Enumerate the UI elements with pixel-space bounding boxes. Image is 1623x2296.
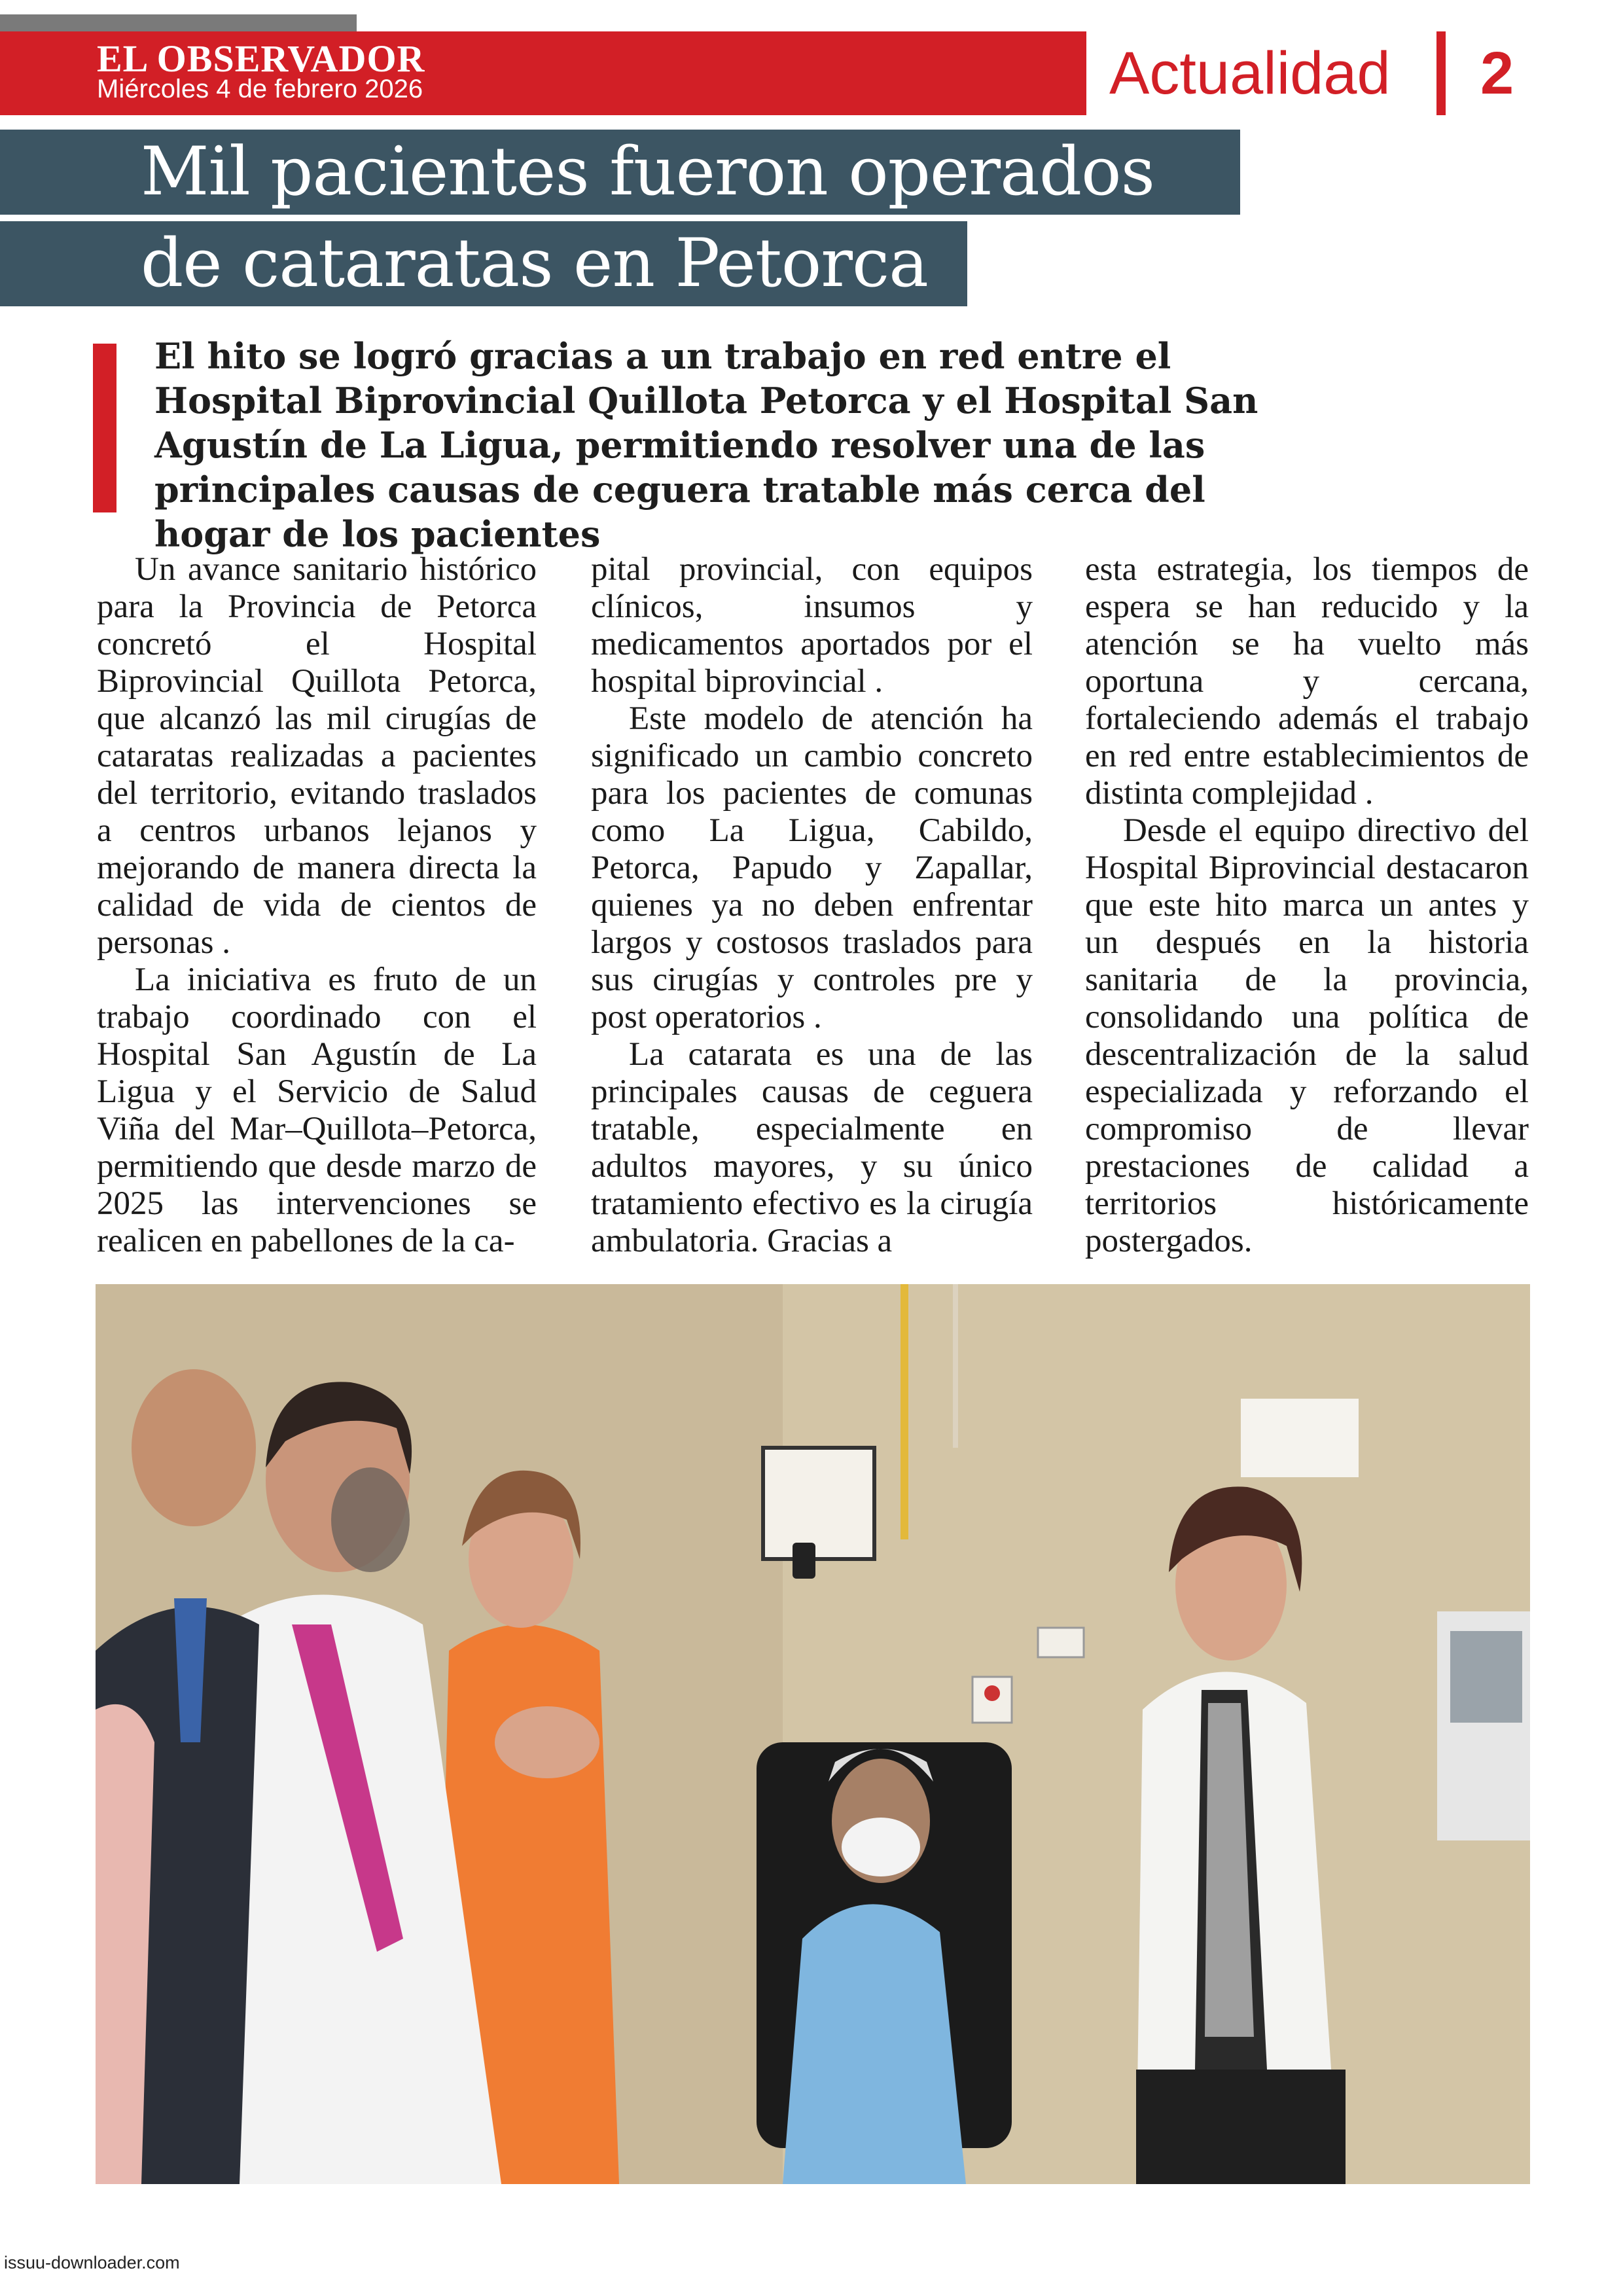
- article-photo: [96, 1284, 1530, 2184]
- article-lead: El hito se logró gracias a un trabajo en red entre el Hospital Biprovincial Quillota Petorca y el Hospital San Agustín de La Ligua, permitiendo resolver una de las principales causas de ceguera tratable más cerca del hogar de los pacientes: [154, 335, 1258, 555]
- paragraph-3: Este modelo de atención ha significado un cambio concreto para los pacientes de comunas como La Ligua, Cabildo, Petorca, Papudo y Zapallar, quienes ya no deben enfrentar largos y costosos traslados para sus cirugías y controles pre y post operatorios .: [591, 700, 1033, 1035]
- lead-accent-bar: [93, 344, 116, 512]
- page-number: 2: [1480, 40, 1514, 107]
- paragraph-2-continued: pital provincial, con equipos clínicos, insumos y medicamentos aportados por el hospital biprovincial .: [591, 551, 1033, 700]
- watermark: issuu-downloader.com: [4, 2253, 180, 2272]
- hospital-group-photo-icon: [96, 1284, 1530, 2184]
- publication-date: Miércoles 4 de febrero 2026: [97, 75, 423, 103]
- paragraph-1: Un avance sanitario histórico para la Provincia de Petorca concretó el Hospital Biprovincial Quillota Petorca, que alcanzó las mil cirugías de cataratas realizadas a pacientes del territorio, evitando traslados a centros urbanos lejanos y mejorando de manera directa la calidad de vida de cientos de personas .: [97, 551, 537, 961]
- publication-name: EL OBSERVADOR: [97, 37, 425, 80]
- headline-line-1: Mil pacientes fueron operados: [141, 133, 1154, 211]
- paragraph-4-continued: esta estrategia, los tiempos de espera se han reducido y la atención se ha vuelto más oportuna y cercana, fortaleciendo además el trabajo en red entre establecimientos de distinta complejidad .: [1085, 551, 1529, 812]
- paragraph-2: La iniciativa es fruto de un trabajo coordinado con el Hospital San Agustín de La Ligua y el Servicio de Salud Viña del Mar–Quillota–Petorca, permitiendo que desde marzo de 2025 las intervenciones se realicen en pabellones de la ca-: [97, 961, 537, 1259]
- text-column-1: [97, 551, 537, 1260]
- headline-line-2: de cataratas en Petorca: [141, 224, 928, 302]
- text-column-2: [591, 551, 1033, 1260]
- paragraph-5: Desde el equipo directivo del Hospital Biprovincial destacaron que este hito marca un antes y un después en la historia sanitaria de la provincia, consolidando una política de descentralización de la salud especializada y reforzando el compromiso de llevar prestaciones de calidad a territorios históricamente postergados.: [1085, 812, 1529, 1259]
- section-name: Actualidad: [1109, 40, 1391, 107]
- text-column-3: [1085, 551, 1529, 1260]
- section-divider: [1436, 31, 1446, 115]
- paragraph-4: La catarata es una de las principales causas de ceguera tratable, especialmente en adultos mayores, y su único tratamiento efectivo es la cirugía ambulatoria. Gracias a: [591, 1036, 1033, 1259]
- top-gray-strip: [0, 14, 357, 31]
